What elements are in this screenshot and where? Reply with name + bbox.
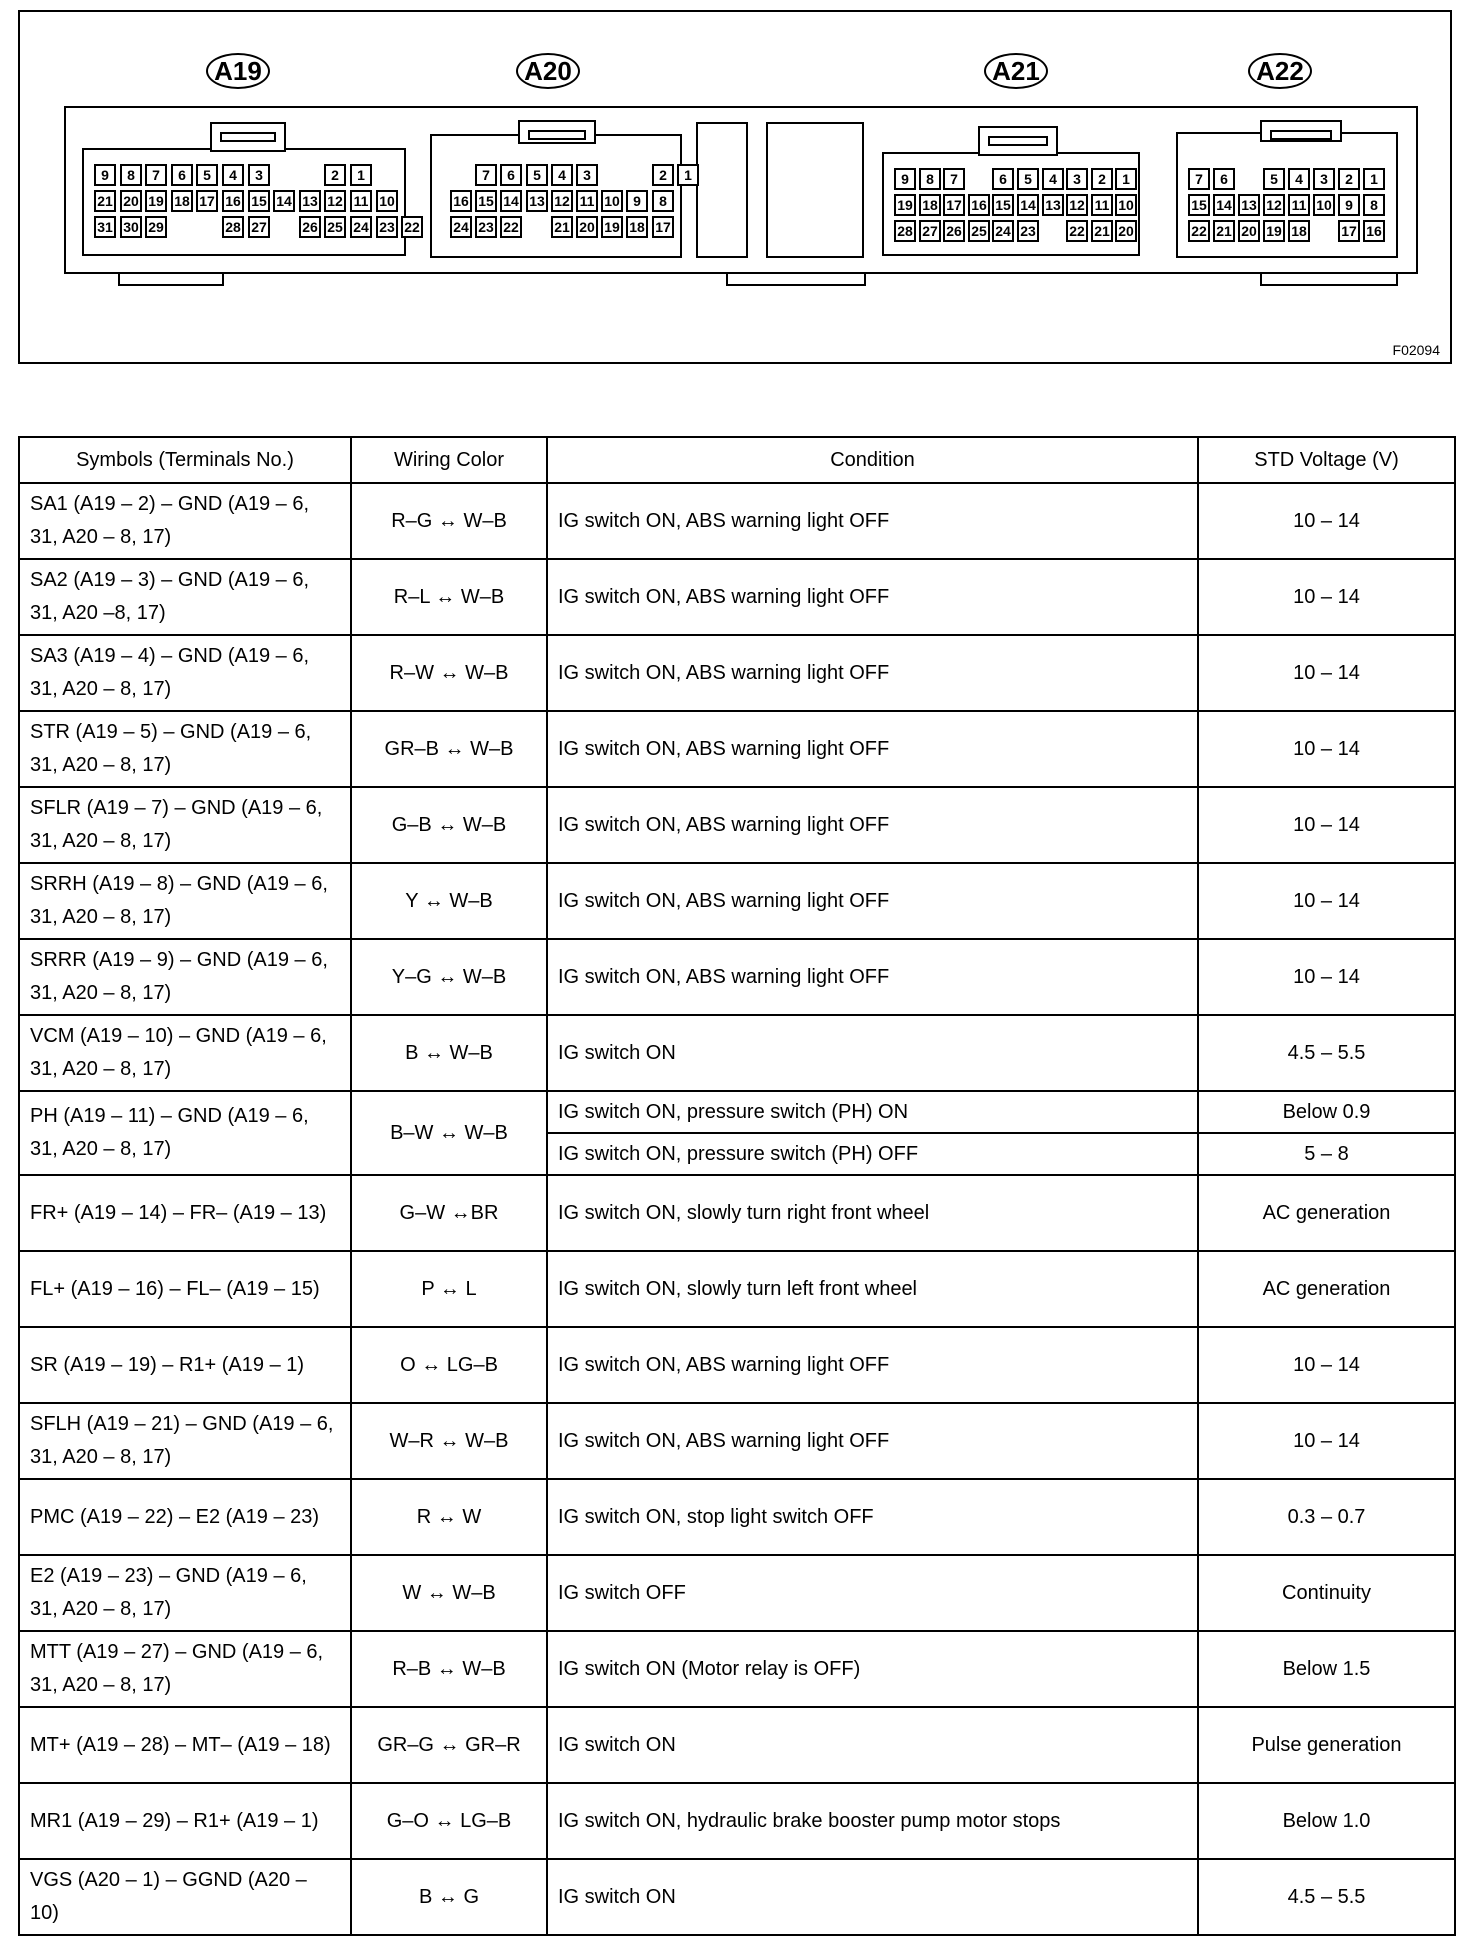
terminal-pin: 16 [968, 194, 990, 216]
terminal-pin: 13 [1238, 194, 1260, 216]
voltage-cell: Pulse generation [1198, 1707, 1455, 1783]
condition-cell: IG switch ON, ABS warning light OFF [547, 711, 1198, 787]
latch-a20 [518, 120, 596, 144]
terminal-pin: 15 [1188, 194, 1210, 216]
condition-cell: IG switch ON, ABS warning light OFF [547, 939, 1198, 1015]
terminal-pin: 23 [475, 216, 497, 238]
table-header-row [19, 437, 1455, 483]
terminal-pin: 25 [968, 220, 990, 242]
terminal-pin: 17 [196, 190, 218, 212]
terminal-pin: 13 [299, 190, 321, 212]
voltage-cell: Below 1.0 [1198, 1783, 1455, 1859]
wiring-color-cell: GR–G ↔ GR–R [351, 1707, 547, 1783]
header-condition: Condition [547, 437, 1198, 483]
terminal-pin: 9 [894, 168, 916, 190]
terminal-pin: 14 [1017, 194, 1039, 216]
terminal-pin: 20 [576, 216, 598, 238]
terminal-pin: 7 [943, 168, 965, 190]
terminal-pin: 17 [652, 216, 674, 238]
terminal-pin: 13 [526, 190, 548, 212]
terminal-pin: 24 [350, 216, 372, 238]
terminal-pin: 4 [1288, 168, 1310, 190]
wiring-color-cell: P ↔ L [351, 1251, 547, 1327]
condition-cell: IG switch ON [547, 1707, 1198, 1783]
table-row [19, 1403, 1455, 1479]
condition-cell: IG switch ON, hydraulic brake booster pump motor stops [547, 1783, 1198, 1859]
wiring-color-cell: B ↔ W–B [351, 1015, 547, 1091]
connector-label-a19: A19 [206, 53, 270, 89]
terminal-pin: 16 [450, 190, 472, 212]
terminal-pin: 12 [1066, 194, 1088, 216]
terminal-pin: 9 [1338, 194, 1360, 216]
terminal-pin: 1 [1115, 168, 1137, 190]
symbol-cell: SRRR (A19 – 9) – GND (A19 – 6, 31, A20 – 8, 17) [19, 939, 351, 1015]
terminal-pin: 8 [919, 168, 941, 190]
symbol-cell: SFLH (A19 – 21) – GND (A19 – 6, 31, A20 – 8, 17) [19, 1403, 351, 1479]
terminal-pin: 18 [1288, 220, 1310, 242]
terminal-pin: 6 [992, 168, 1014, 190]
center-blank-block-right [766, 122, 864, 258]
condition-cell: IG switch ON, slowly turn left front wheel [547, 1251, 1198, 1327]
terminal-pin: 12 [1263, 194, 1285, 216]
symbol-cell: MR1 (A19 – 29) – R1+ (A19 – 1) [19, 1783, 351, 1859]
housing-foot-left [118, 272, 224, 286]
symbol-cell: E2 (A19 – 23) – GND (A19 – 6, 31, A20 – 8, 17) [19, 1555, 351, 1631]
terminal-pin: 30 [120, 216, 142, 238]
terminal-pin: 2 [1091, 168, 1113, 190]
wiring-color-cell: R–W ↔ W–B [351, 635, 547, 711]
voltage-cell: 0.3 – 0.7 [1198, 1479, 1455, 1555]
condition-cell: IG switch ON, stop light switch OFF [547, 1479, 1198, 1555]
terminal-pin: 28 [222, 216, 244, 238]
terminal-pin: 3 [1313, 168, 1335, 190]
terminal-pin: 21 [94, 190, 116, 212]
terminal-pin: 10 [601, 190, 623, 212]
terminal-pin: 9 [626, 190, 648, 212]
terminal-pin: 4 [551, 164, 573, 186]
table-row [19, 711, 1455, 787]
terminal-pin: 10 [1115, 194, 1137, 216]
condition-cell: IG switch ON, ABS warning light OFF [547, 559, 1198, 635]
terminal-pin: 15 [248, 190, 270, 212]
wiring-color-cell: R–L ↔ W–B [351, 559, 547, 635]
terminal-pin: 5 [196, 164, 218, 186]
voltage-cell: 10 – 14 [1198, 1327, 1455, 1403]
terminal-pin: 31 [94, 216, 116, 238]
symbol-cell: SR (A19 – 19) – R1+ (A19 – 1) [19, 1327, 351, 1403]
terminal-pin: 20 [1115, 220, 1137, 242]
condition-cell: IG switch ON, slowly turn right front wheel [547, 1175, 1198, 1251]
terminal-pin: 12 [324, 190, 346, 212]
terminal-pin: 8 [652, 190, 674, 212]
symbol-cell: SA1 (A19 – 2) – GND (A19 – 6, 31, A20 – 8, 17) [19, 483, 351, 559]
voltage-cell: Below 1.5 [1198, 1631, 1455, 1707]
wiring-color-cell: Y ↔ W–B [351, 863, 547, 939]
wiring-color-cell: B–W ↔ W–B [351, 1091, 547, 1175]
table-row [19, 1251, 1455, 1327]
terminal-pin: 3 [576, 164, 598, 186]
table-row [19, 1175, 1455, 1251]
terminal-pin: 6 [1213, 168, 1235, 190]
table-row [19, 863, 1455, 939]
condition-cell: IG switch ON, pressure switch (PH) OFF [547, 1133, 1198, 1175]
terminal-pin: 21 [551, 216, 573, 238]
voltage-cell: 10 – 14 [1198, 711, 1455, 787]
terminal-pin: 22 [1066, 220, 1088, 242]
terminal-pin: 22 [500, 216, 522, 238]
table-row [19, 1091, 1455, 1133]
terminal-pin: 19 [145, 190, 167, 212]
terminal-pin: 2 [1338, 168, 1360, 190]
wiring-color-cell: G–B ↔ W–B [351, 787, 547, 863]
terminal-pin: 23 [376, 216, 398, 238]
symbol-cell: SFLR (A19 – 7) – GND (A19 – 6, 31, A20 – 8, 17) [19, 787, 351, 863]
latch-a22 [1260, 120, 1342, 142]
wiring-color-cell: G–W ↔BR [351, 1175, 547, 1251]
terminal-pin: 11 [576, 190, 598, 212]
terminal-pin: 25 [324, 216, 346, 238]
table-row [19, 1015, 1455, 1091]
condition-cell: IG switch ON, ABS warning light OFF [547, 863, 1198, 939]
terminal-voltage-table [18, 436, 1456, 1936]
condition-cell: IG switch ON, ABS warning light OFF [547, 483, 1198, 559]
terminal-pin: 16 [1363, 220, 1385, 242]
terminal-pin: 14 [500, 190, 522, 212]
terminal-pin: 19 [1263, 220, 1285, 242]
terminal-pin: 12 [551, 190, 573, 212]
terminal-pin: 27 [919, 220, 941, 242]
housing-foot-right [1260, 272, 1398, 286]
symbol-cell: MTT (A19 – 27) – GND (A19 – 6, 31, A20 – 8, 17) [19, 1631, 351, 1707]
terminal-pin: 26 [299, 216, 321, 238]
condition-cell: IG switch ON, ABS warning light OFF [547, 1403, 1198, 1479]
symbol-cell: MT+ (A19 – 28) – MT– (A19 – 18) [19, 1707, 351, 1783]
voltage-cell: AC generation [1198, 1175, 1455, 1251]
terminal-pin: 7 [145, 164, 167, 186]
terminal-pin: 27 [248, 216, 270, 238]
wiring-color-cell: Y–G ↔ W–B [351, 939, 547, 1015]
terminal-pin: 8 [120, 164, 142, 186]
table-row [19, 1859, 1455, 1935]
terminal-pin: 26 [943, 220, 965, 242]
table-row [19, 1479, 1455, 1555]
condition-cell: IG switch ON [547, 1859, 1198, 1935]
terminal-pin: 21 [1213, 220, 1235, 242]
terminal-pin: 23 [1017, 220, 1039, 242]
terminal-pin: 18 [626, 216, 648, 238]
terminal-pin: 6 [500, 164, 522, 186]
voltage-cell: 4.5 – 5.5 [1198, 1015, 1455, 1091]
terminal-pin: 19 [894, 194, 916, 216]
latch-a21 [978, 126, 1058, 156]
terminal-pin: 14 [273, 190, 295, 212]
wiring-color-cell: W–R ↔ W–B [351, 1403, 547, 1479]
terminal-pin: 14 [1213, 194, 1235, 216]
terminal-pin: 2 [652, 164, 674, 186]
header-symbols: Symbols (Terminals No.) [19, 437, 351, 483]
condition-cell: IG switch ON, ABS warning light OFF [547, 635, 1198, 711]
condition-cell: IG switch ON [547, 1015, 1198, 1091]
terminal-pin: 17 [1338, 220, 1360, 242]
terminal-pin: 9 [94, 164, 116, 186]
center-blank-block-left [696, 122, 748, 258]
terminal-pin: 11 [350, 190, 372, 212]
table-row [19, 559, 1455, 635]
voltage-cell: 10 – 14 [1198, 483, 1455, 559]
symbol-cell: PH (A19 – 11) – GND (A19 – 6, 31, A20 – 8, 17) [19, 1091, 351, 1175]
wiring-color-cell: B ↔ G [351, 1859, 547, 1935]
voltage-cell: 4.5 – 5.5 [1198, 1859, 1455, 1935]
terminal-pin: 13 [1042, 194, 1064, 216]
wiring-color-cell: R–G ↔ W–B [351, 483, 547, 559]
terminal-pin: 22 [401, 216, 423, 238]
terminal-pin: 3 [248, 164, 270, 186]
terminal-pin: 17 [943, 194, 965, 216]
terminal-pin: 5 [1263, 168, 1285, 190]
symbol-cell: SRRH (A19 – 8) – GND (A19 – 6, 31, A20 – 8, 17) [19, 863, 351, 939]
table-row [19, 1327, 1455, 1403]
wiring-color-cell: GR–B ↔ W–B [351, 711, 547, 787]
terminal-pin: 10 [1313, 194, 1335, 216]
voltage-cell: 10 – 14 [1198, 1403, 1455, 1479]
terminal-pin: 19 [601, 216, 623, 238]
condition-cell: IG switch ON, ABS warning light OFF [547, 787, 1198, 863]
terminal-pin: 29 [145, 216, 167, 238]
connector-label-a22: A22 [1248, 53, 1312, 89]
terminal-pin: 20 [120, 190, 142, 212]
terminal-pin: 18 [919, 194, 941, 216]
connector-label-a20: A20 [516, 53, 580, 89]
symbol-cell: VCM (A19 – 10) – GND (A19 – 6, 31, A20 – 8, 17) [19, 1015, 351, 1091]
terminal-pin: 8 [1363, 194, 1385, 216]
table-row [19, 483, 1455, 559]
table-row [19, 1707, 1455, 1783]
symbol-cell: FR+ (A19 – 14) – FR– (A19 – 13) [19, 1175, 351, 1251]
condition-cell: IG switch ON (Motor relay is OFF) [547, 1631, 1198, 1707]
terminal-pin: 28 [894, 220, 916, 242]
terminal-pin: 7 [1188, 168, 1210, 190]
terminal-pin: 22 [1188, 220, 1210, 242]
wiring-color-cell: G–O ↔ LG–B [351, 1783, 547, 1859]
table-row [19, 939, 1455, 1015]
table-row [19, 1631, 1455, 1707]
terminal-pin: 1 [1363, 168, 1385, 190]
terminal-pin: 6 [171, 164, 193, 186]
header-wiring-color: Wiring Color [351, 437, 547, 483]
table-body [19, 483, 1455, 1935]
terminal-pin: 11 [1288, 194, 1310, 216]
voltage-cell: 10 – 14 [1198, 635, 1455, 711]
terminal-pin: 1 [677, 164, 699, 186]
condition-cell: IG switch OFF [547, 1555, 1198, 1631]
terminal-pin: 4 [1042, 168, 1064, 190]
table-row [19, 1783, 1455, 1859]
symbol-cell: SA3 (A19 – 4) – GND (A19 – 6, 31, A20 – 8, 17) [19, 635, 351, 711]
table-row [19, 1555, 1455, 1631]
voltage-cell: 10 – 14 [1198, 559, 1455, 635]
wiring-color-cell: R ↔ W [351, 1479, 547, 1555]
table-row [19, 635, 1455, 711]
connector-diagram [18, 10, 1452, 364]
symbol-cell: STR (A19 – 5) – GND (A19 – 6, 31, A20 – 8, 17) [19, 711, 351, 787]
symbol-cell: SA2 (A19 – 3) – GND (A19 – 6, 31, A20 –8, 17) [19, 559, 351, 635]
symbol-cell: FL+ (A19 – 16) – FL– (A19 – 15) [19, 1251, 351, 1327]
voltage-cell: Continuity [1198, 1555, 1455, 1631]
table-row [19, 787, 1455, 863]
terminal-pin: 16 [222, 190, 244, 212]
terminal-pin: 1 [350, 164, 372, 186]
figure-code: F02094 [1392, 342, 1440, 358]
symbol-cell: PMC (A19 – 22) – E2 (A19 – 23) [19, 1479, 351, 1555]
voltage-cell: 10 – 14 [1198, 939, 1455, 1015]
terminal-pin: 4 [222, 164, 244, 186]
wiring-color-cell: W ↔ W–B [351, 1555, 547, 1631]
voltage-cell: Below 0.9 [1198, 1091, 1455, 1133]
terminal-pin: 18 [171, 190, 193, 212]
voltage-cell: 10 – 14 [1198, 787, 1455, 863]
terminal-pin: 21 [1091, 220, 1113, 242]
wiring-color-cell: O ↔ LG–B [351, 1327, 547, 1403]
condition-cell: IG switch ON, pressure switch (PH) ON [547, 1091, 1198, 1133]
header-std-voltage: STD Voltage (V) [1198, 437, 1455, 483]
terminal-pin: 5 [526, 164, 548, 186]
voltage-cell: 5 – 8 [1198, 1133, 1455, 1175]
connector-label-a21: A21 [984, 53, 1048, 89]
wiring-color-cell: R–B ↔ W–B [351, 1631, 547, 1707]
terminal-pin: 20 [1238, 220, 1260, 242]
voltage-cell: AC generation [1198, 1251, 1455, 1327]
symbol-cell: VGS (A20 – 1) – GGND (A20 – 10) [19, 1859, 351, 1935]
housing-foot-center [726, 272, 866, 286]
terminal-pin: 10 [376, 190, 398, 212]
terminal-pin: 24 [992, 220, 1014, 242]
voltage-cell: 10 – 14 [1198, 863, 1455, 939]
terminal-pin: 5 [1017, 168, 1039, 190]
condition-cell: IG switch ON, ABS warning light OFF [547, 1327, 1198, 1403]
terminal-pin: 15 [992, 194, 1014, 216]
terminal-pin: 24 [450, 216, 472, 238]
terminal-pin: 2 [324, 164, 346, 186]
terminal-pin: 15 [475, 190, 497, 212]
terminal-pin: 7 [475, 164, 497, 186]
terminal-pin: 11 [1091, 194, 1113, 216]
latch-a19 [210, 122, 286, 152]
terminal-pin: 3 [1066, 168, 1088, 190]
